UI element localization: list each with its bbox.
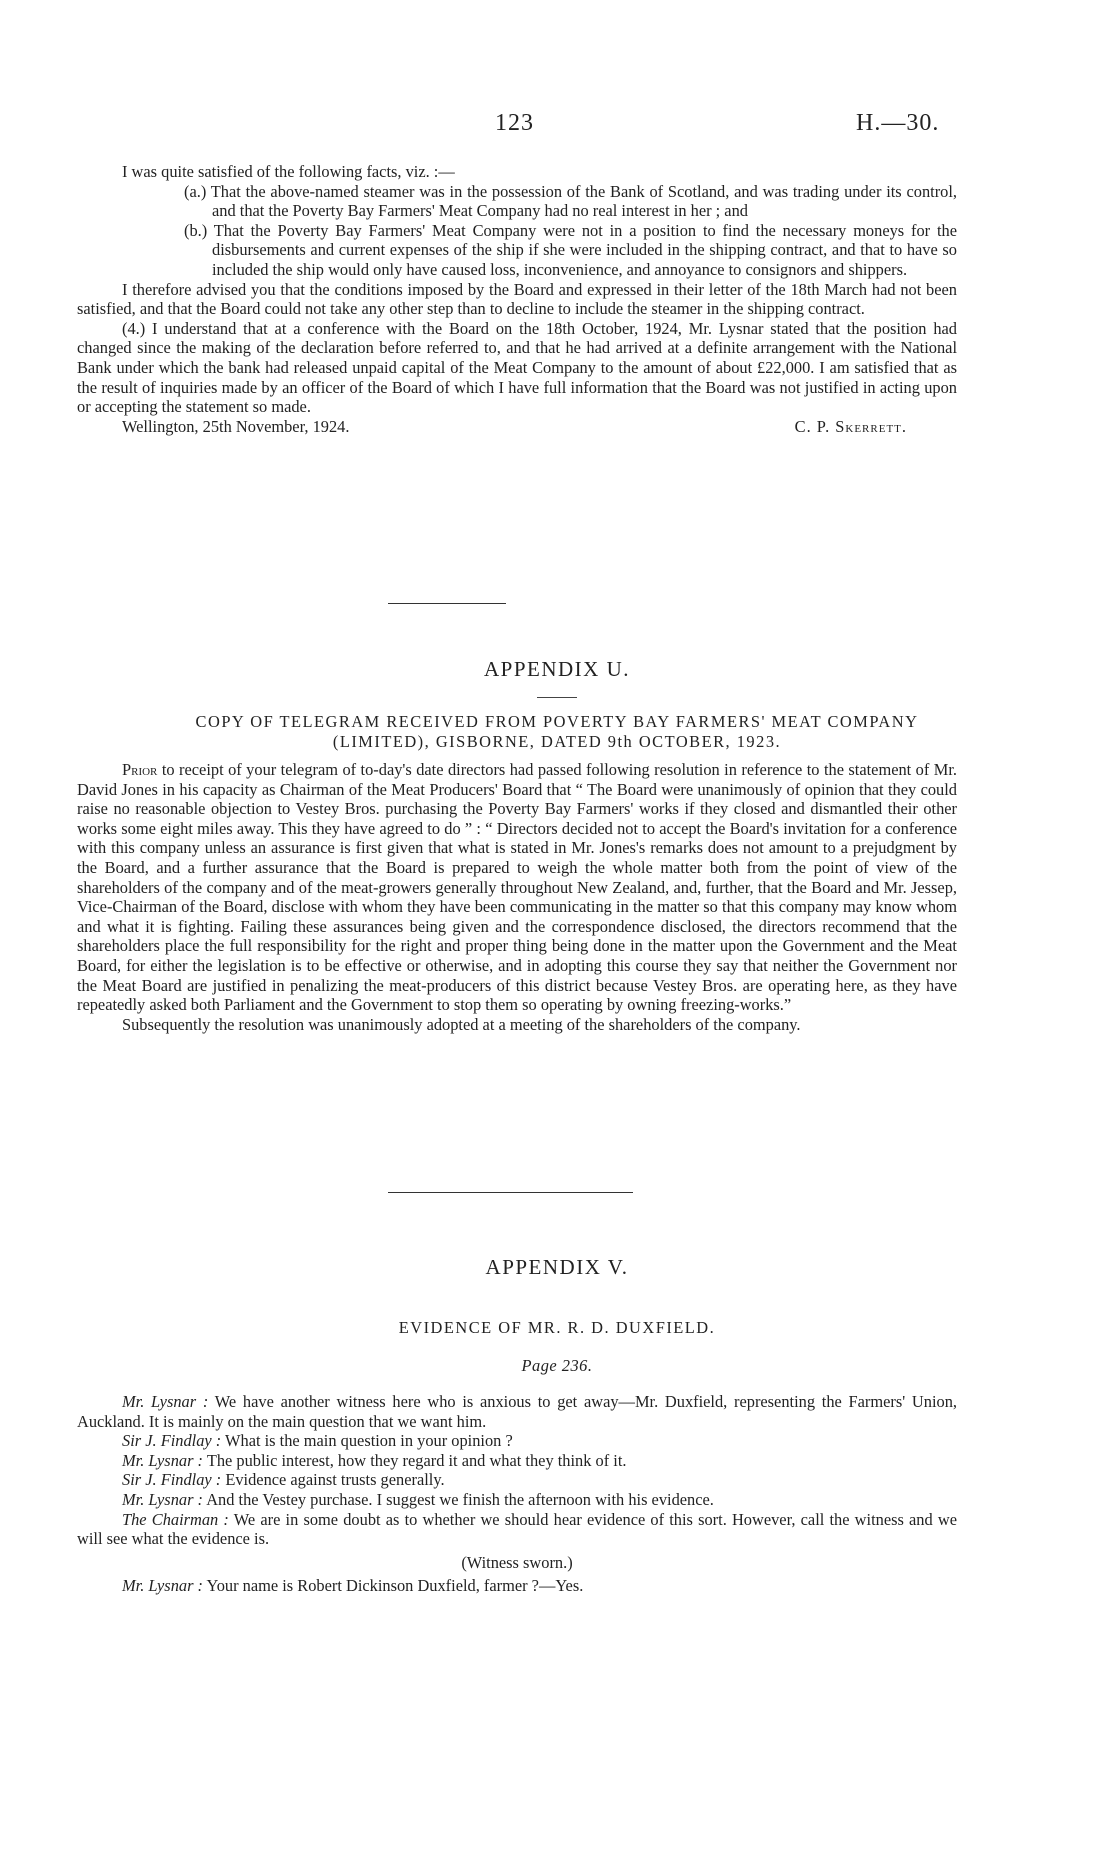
dialogue-line — [77, 1392, 957, 1431]
page-number: 123 — [495, 110, 534, 136]
telegram-text — [77, 760, 957, 1015]
section-skerrett-report — [77, 162, 957, 436]
speaker: Sir J. Findlay : — [122, 1470, 222, 1490]
paragraph-4: (4.) I understand that at a conference with the Board on the 18th October, 1924, Mr. Lysnar stated that the position had changed since the making of the declaration before referred to, and that he had arrived at a definite arrangement with the National Bank under which the bank had released unpaid capital of the Meat Company to the amount of about £22,000. I am satisfied that as the result of inquiries made by an officer of the Board of which I have full information that the Board was not justified in acting upon or accepting the statement so made. — [77, 318, 957, 417]
telegram-body: to receipt of your telegram of to-day's date directors had passed following resolution in reference to the statement of Mr. David Jones in his capacity as Chairman of the Meat Producers' Board that “ The Board were unanimously of opinion that they could raise no reasonable objection to Vestey Bros. purchasing the Poverty Bay Farmers' works if they closed and dismantled their other works some eight miles away. This they have agreed to do ” : “ Directors decided not to accept the Board's invitation for a conference with this company unless an assurance is first given that what is stated in Mr. Jones's remarks does not amount to a prejudgment by the Board, and a further assurance that the Board is prepared to weigh the whole matter both from the point of view of the shareholders of the company and of the meat-growers generally throughout New Zealand, and, further, that the Board and Mr. Jessep, Vice-Chairman of the Board, disclose with whom they have been communicating in the matter so that this company may know whom and what it is fighting. Failing these assurances being given and the correspondence disclosed, the directors recommend that the shareholders place the full responsibility for the right and proper thing being done in the matter upon the Government and the Meat Board, for either the legislation is to be effective or otherwise, and in adopting this course they say that neither the Government nor the Meat Board are justified in penalizing the meat-producers of this district because Vestey Bros. are operating here, as they have repeatedly asked both Parliament and the Government to stop them so operating by owning freezing-works.” — [77, 760, 957, 1015]
intro-line: I was quite satisfied of the following facts, viz. :— — [122, 162, 455, 181]
speaker: Mr. Lysnar : — [122, 1576, 204, 1596]
speaker: Mr. Lysnar : — [122, 1392, 209, 1411]
speech: We are in some doubt as to whether we should hear evidence of this sort. However, call the witness and we will see what the evidence is. — [77, 1509, 957, 1549]
first-word: Prior — [122, 760, 158, 779]
speech: The public interest, how they regard it and what they think of it. — [203, 1450, 627, 1470]
dialogue-line — [77, 1470, 957, 1490]
speech: Your name is Robert Dickinson Duxfield, farmer ?—Yes. — [203, 1576, 584, 1596]
section-divider — [388, 603, 506, 604]
appendix-v-body — [77, 1392, 957, 1596]
appendix-u-title: APPENDIX U. — [483, 657, 630, 681]
signature-row — [77, 417, 957, 437]
item-b: (b.) That the Poverty Bay Farmers' Meat Company were not in a position to find the necessary moneys for the disbursements and current expenses of the ship if she were included in the shipping contract, and that to have so included the ship would only have caused loss, inconvenience, and annoyance to consignors and shippers. — [184, 220, 957, 279]
page-reference: H.—30. — [856, 110, 940, 136]
appendix-v-subtitle: EVIDENCE OF MR. R. D. DUXFIELD. — [398, 1318, 716, 1337]
appendix-u-subtitle-line2: (LIMITED), GISBORNE, DATED 9th OCTOBER, 1923. — [332, 732, 782, 751]
speech: What is the main question in your opinion ? — [221, 1431, 513, 1451]
speaker: Sir J. Findlay : — [122, 1431, 222, 1451]
page-reference-italic: Page 236. — [521, 1356, 593, 1375]
speaker: Mr. Lysnar : — [122, 1450, 204, 1470]
speaker: The Chairman : — [122, 1509, 229, 1529]
appendix-v-title: APPENDIX V. — [485, 1255, 629, 1279]
speech: We have another witness here who is anxious to get away—Mr. Duxfield, representing the Farmers' Union, Auckland. It is mainly on the main question that we want him. — [77, 1392, 958, 1431]
subsequently-paragraph: Subsequently the resolution was unanimously adopted at a meeting of the shareholders of the company. — [122, 1014, 801, 1034]
dialogue-line — [77, 1431, 957, 1451]
dialogue-line — [77, 1576, 957, 1596]
paragraph-therefore: I therefore advised you that the conditions imposed by the Board and expressed in their letter of the 18th March had not been satisfied, and that the Board could not take any other step than to decline to include the steamer in the shipping contract. — [77, 279, 957, 319]
witness-sworn: (Witness sworn.) — [461, 1552, 573, 1572]
title-underline — [537, 697, 577, 698]
appendix-u-subtitle-line1: COPY OF TELEGRAM RECEIVED FROM POVERTY BAY FARMERS' MEAT COMPANY — [195, 712, 919, 731]
speaker: Mr. Lysnar : — [122, 1489, 204, 1509]
item-a: (a.) That the above-named steamer was in the possession of the Bank of Scotland, and was trading under its control, and that the Poverty Bay Farmers' Meat Company had no real interest in her ; and — [184, 181, 957, 221]
appendix-u-body — [77, 760, 957, 1034]
dialogue-line — [77, 1490, 957, 1510]
dialogue-line — [77, 1451, 957, 1471]
speech: And the Vestey purchase. I suggest we finish the afternoon with his evidence. — [203, 1489, 714, 1509]
place-date: Wellington, 25th November, 1924. — [122, 416, 350, 436]
speech: Evidence against trusts generally. — [221, 1470, 445, 1490]
dialogue-line — [77, 1510, 957, 1549]
section-divider — [388, 1192, 633, 1193]
signature: C. P. Skerrett. — [794, 416, 907, 436]
